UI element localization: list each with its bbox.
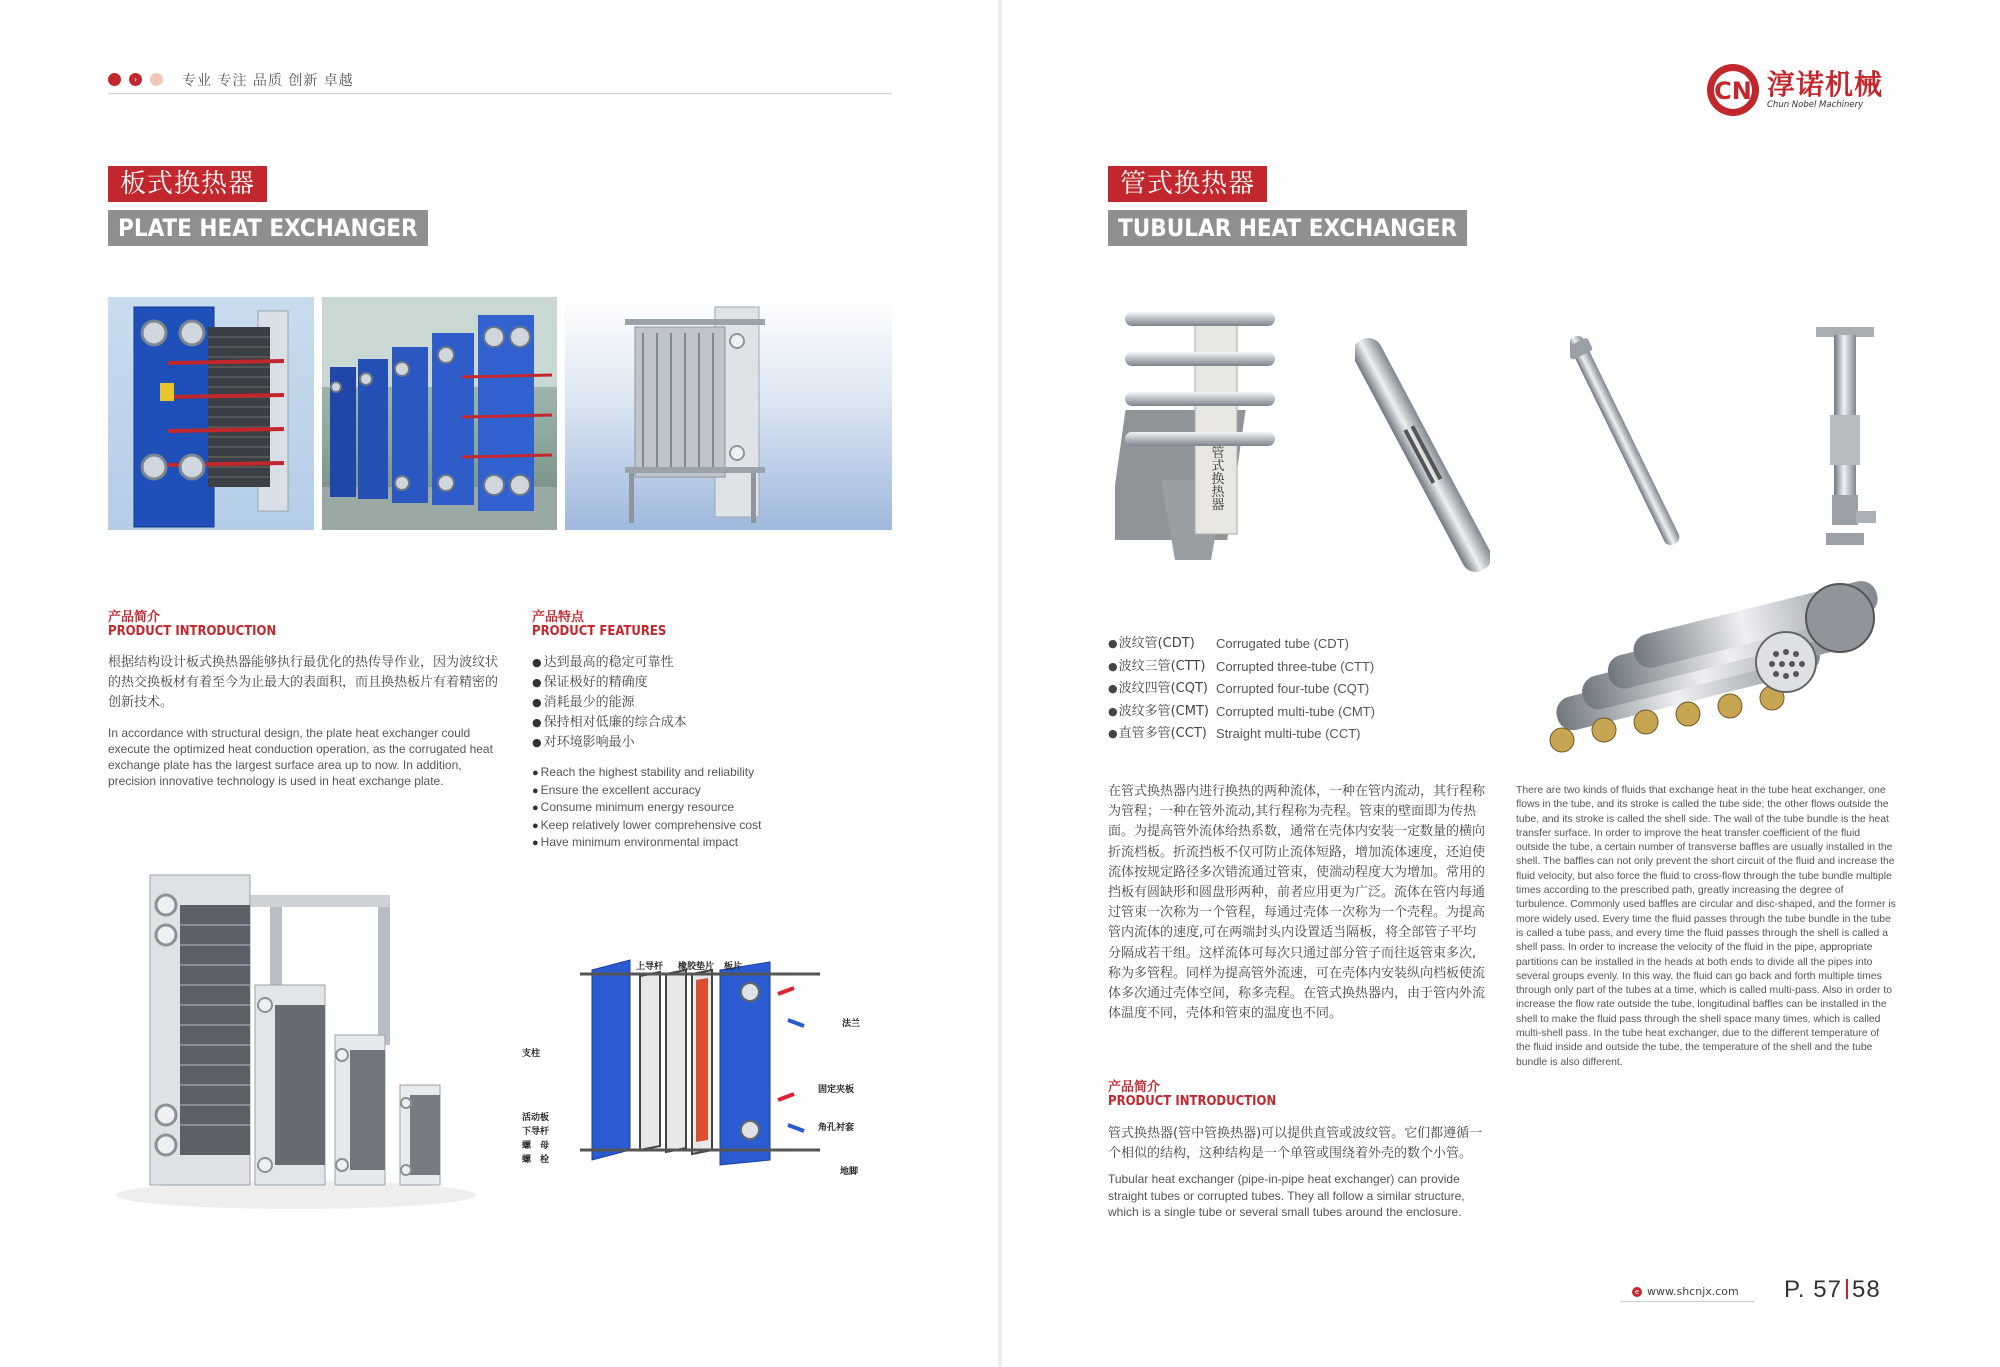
features-list-en: [532, 764, 761, 852]
diagram-label-foot: 地脚: [840, 1167, 859, 1177]
diagram-label-nut: 螺 母: [522, 1141, 550, 1151]
brand-name-cn: 淳诺机械: [1767, 68, 1884, 101]
tube-type-en: Corrugated tube (CDT): [1216, 636, 1349, 651]
diagram-label-corner-liner: 角孔衬套: [818, 1123, 855, 1133]
tube-type-en: Corrupted four-tube (CQT): [1216, 681, 1370, 696]
section-title-en-plate: PLATE HEAT EXCHANGER: [108, 210, 428, 246]
tube-type-en: Corrupted multi-tube (CMT): [1216, 703, 1375, 719]
tubular-body-cn: 在管式换热器内进行换热的两种流体，一种在管内流动，其行程称为管程；一种在管外流动,其行程称为壳程。管束的壁面即为传热面。为提高管外流体给热系数，通常在壳体内安装一定数量的横向折流档板。折流挡板不仅可防止流体短路，增加流体速度，还迫使流体按规定路径多次错流通过管束，使湍动程度大为增加。常用的挡板有圆缺形和圆盘形两种，前者应用更为广泛。流体在管内每通过管束一次称为一个管程，每通过壳体一次称为一个壳程。为提高管内流体的速度,可在两端封头内设置适当隔板，将全部管子平均分隔成若干组。这样流体可每次只通过部分管子而往返管束多次,称为多管程。同样为提高管外流速，可在壳体内安装纵向档板使流体多次通过壳体空间，称多壳程。在管式换热器内，由于管内外流体温度不同，壳体和管束的温度也不同。: [1108, 784, 1486, 1022]
page-number: [1784, 1276, 1881, 1304]
tube-type-cn: ● 波纹三管(CTT): [1108, 656, 1216, 679]
photo-tube-corrugated: [1355, 325, 1490, 585]
feature-item-cn: ● 保证极好的精确度: [532, 673, 687, 693]
photo-tube-vertical: [1810, 325, 1880, 555]
features-heading-cn: 产品特点: [532, 610, 585, 625]
photo-plate-exchanger-row: [322, 297, 557, 530]
page-number-left: 57: [1813, 1276, 1842, 1303]
feature-item-cn: ● 对环境影响最小: [532, 733, 687, 753]
tube-vertical-image: [1810, 325, 1880, 555]
tube-types-list: [1108, 633, 1375, 746]
exploded-diagram-image: [520, 950, 880, 1180]
steel-exchanger-group-image: [110, 855, 482, 1215]
section-title-cn-plate: 板式换热器: [108, 166, 267, 202]
header-dots: [108, 73, 163, 86]
tube-type-item: [1108, 678, 1375, 701]
intro-heading-en: PRODUCT INTRODUCTION: [108, 624, 277, 639]
tube-type-cn: ● 直管多管(CCT): [1108, 723, 1216, 746]
header-dot-light-icon: [150, 73, 163, 86]
page-spine: [998, 0, 1002, 1367]
header-divider: [108, 93, 892, 94]
plate-exchanger-blue-image: [108, 297, 314, 530]
diagram-label-fixed-plate: 固定夹板: [818, 1085, 855, 1095]
header-arrow-dot-icon: ›: [129, 73, 142, 86]
plate-exchanger-steel-image: [565, 297, 892, 530]
diagram-label-flange: 法兰: [842, 1019, 861, 1029]
header-slogan: 专业 专注 品质 创新 卓越: [182, 73, 354, 89]
features-list-cn: [532, 653, 687, 753]
feature-item-cn: ● 达到最高的稳定可靠性: [532, 653, 687, 673]
diagram-label-support: 支柱: [522, 1049, 541, 1059]
photo-tube-stack: [1115, 300, 1285, 570]
page-number-right: 58: [1851, 1276, 1881, 1303]
tubular-intro-text-en: Tubular heat exchanger (pipe-in-pipe heat exchanger) can provide straight tubes or corrupted tubes. They all follow a similar structure, which is a single tube or several small tubes around the enclosure.: [1108, 1172, 1465, 1219]
brand-logo-text: [1767, 70, 1883, 110]
feature-item-en: ● Keep relatively lower comprehensive cost: [532, 817, 761, 835]
tube-type-item: [1108, 723, 1375, 746]
photo-plate-exchanger-blue: [108, 297, 314, 530]
diagram-label-gasket: 橡胶垫片: [678, 962, 715, 972]
tube-type-item: [1108, 701, 1375, 724]
brand-logo-mark: CN: [1714, 77, 1752, 105]
tube-type-item: [1108, 633, 1375, 656]
section-title-en-tubular: TUBULAR HEAT EXCHANGER: [1108, 210, 1467, 246]
tube-stack-image: [1115, 300, 1285, 570]
tubular-intro-heading-cn: 产品简介: [1108, 1080, 1161, 1095]
feature-item-cn: ● 消耗最少的能源: [532, 693, 687, 713]
features-heading-en: PRODUCT FEATURES: [532, 624, 667, 639]
tube-bundle-image: [1540, 580, 1895, 755]
feature-item-en: ● Consume minimum energy resource: [532, 799, 761, 817]
tube-type-cn: ● 波纹多管(CMT): [1108, 701, 1216, 724]
footer-website[interactable]: [1620, 1282, 1754, 1302]
exploded-diagram: [520, 950, 880, 1180]
photo-plate-exchanger-steel: [565, 297, 892, 530]
diagram-label-lower-bar: 下导杆: [522, 1127, 550, 1137]
tube-type-item: [1108, 656, 1375, 679]
tube-type-cn: ● 波纹管(CDT): [1108, 633, 1216, 656]
intro-heading-cn: 产品简介: [108, 610, 161, 625]
page-prefix: P.: [1784, 1276, 1806, 1303]
brand-logo-icon: [1705, 62, 1761, 118]
photo-steel-exchanger-group: [110, 855, 482, 1215]
tubular-body-en: There are two kinds of fluids that exchange heat in the tube heat exchanger, one flows in the tube, and its stroke is called the tube side; the other flows outside the tube, and its stroke is called the shell side. The wall of the tube bundle is the heat transfer surface. In order to improve the heat transfer coefficient of the fluid outside the tube, a certain number of transverse baffles are usually installed in the shell. The baffles can not only prevent the short circuit of the fluid and increase the fluid velocity, but also force the fluid to cross-flow through the tube bundle multiple times according to the prescribed path, greatly increasing the degree of turbulence. Commonly used baffles are circular and disc-shaped, and the former is more widely used. Every time the fluid passes through the tube bundle in the tube is called a tube pass, and every time the fluid passes through the shell is called a shell pass. In order to increase the velocity of the fluid in the pipe, appropriate partitions can be installed in the heads at both ends to divide all the pipes into several groups evenly. In this way, the fluid can go back and forth multiple times through only part of the tubes at a time, which is called multi-pass. Also in order to increase the flow rate outside the tube, longitudinal baffles can be installed in the shell to make the fluid pass through the shell space many times, which is called multi-shell pass. In the tube heat exchanger, due to the different temperature of the fluid inside and outside the tube, the temperature of the shell and the tube bundle is also different.: [1516, 785, 1896, 1068]
brand-name-en: Chun Nobel Machinery: [1767, 100, 1864, 110]
diagram-label-plate: 板片: [724, 962, 743, 972]
tube-stack-sign: 管式换热器: [1208, 445, 1224, 511]
feature-item-en: ● Have minimum environmental impact: [532, 834, 761, 852]
feature-item-en: ● Reach the highest stability and reliability: [532, 764, 761, 782]
diagram-label-bolt: 螺 栓: [522, 1155, 550, 1165]
intro-text-en: In accordance with structural design, the plate heat exchanger could execute the optimized heat conduction operation, as the corrugated heat exchange plate has the largest surface area up to now. In addition, precision innovative technology is used in heat exchange plate.: [108, 726, 493, 788]
feature-item-cn: ● 保持相对低廉的综合成本: [532, 713, 687, 733]
footer-website-text: www.shcnjx.com: [1647, 1285, 1739, 1298]
diagram-label-movable-plate: 活动板: [522, 1113, 550, 1123]
photo-tube-bundle: [1540, 580, 1895, 755]
photo-tube-straight: [1570, 325, 1680, 555]
intro-text-cn: 根据结构设计板式换热器能够执行最优化的热传导作业，因为波纹状的热交换板材有着至今为止最大的表面积，而且换热板片有着精密的创新技术。: [108, 655, 499, 710]
tube-type-en: Straight multi-tube (CCT): [1216, 726, 1361, 741]
feature-item-en: ● Ensure the excellent accuracy: [532, 782, 761, 800]
tubular-intro-heading-en: PRODUCT INTRODUCTION: [1108, 1094, 1277, 1109]
plate-exchanger-row-image: [322, 297, 557, 530]
tube-type-en: Corrupted three-tube (CTT): [1216, 658, 1375, 674]
brand-logo: [1705, 62, 1883, 118]
tubular-intro-text-cn: 管式换热器(管中管换热器)可以提供直管或波纹管。它们都遵循一个相似的结构，这种结构是一个单管或围绕着外壳的数个小管。: [1108, 1126, 1483, 1161]
tube-straight-image: [1570, 325, 1680, 555]
web-icon: e: [1632, 1287, 1642, 1297]
header-dot-icon: [108, 73, 121, 86]
page-separator: [1846, 1279, 1848, 1299]
section-title-cn-tubular: 管式换热器: [1108, 166, 1267, 202]
tube-type-cn: ● 波纹四管(CQT): [1108, 678, 1216, 701]
diagram-label-top-bar: 上导杆: [636, 962, 664, 972]
tube-corrugated-image: [1355, 325, 1490, 585]
